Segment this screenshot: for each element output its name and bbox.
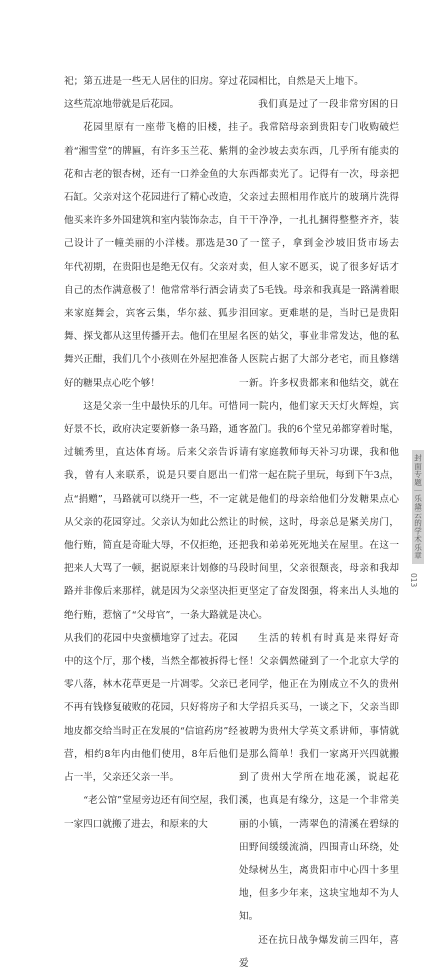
left-text-column: [64, 70, 238, 836]
paragraph: 这是父亲一生中最快乐的几年。可惜好景不长，政府决定要新修一条马路，通过毓秀里，直达体育场。后来父亲告诉我，曾有人来联系，说是只要自愿出一点“捐赠”，马路就可以绕开一些，不一定从父亲的花园穿过。父亲认为如此公然让他行贿，简直是奇耻大辱，不仅拒绝，还把来人大骂了一顿，据说原来计划修的马路并非像后来那样，就是因为父亲坚决拒绝行贿，惹恼了“父母官”，一条大路就是从我们的花园中央蛮横地穿了过去。花园中的这个厅，那个楼，当然全都被拆得七零八落，林木花草更是一片凋零。父亲已不再有钱修复破败的花园，只好将房子和地皮都交给当时正在发展的“信谊药房”经营，相约8年内由他们使用，8年后他们占一半，父亲还父亲一半。: [64, 400, 238, 784]
right-text-column: [239, 70, 399, 975]
page-number: 013: [409, 573, 418, 588]
paragraph: 我们真是过了一段非常穷困的日子。我常陪母亲到贵阳专门收购破烂的金沙坡去卖东西，几乎所有能卖的东西都卖光了。记得有一次，母亲把父亲过去照相用作底片的玻璃片洗得干干净净，一扎扎捆得整整齐齐，装了一筐子，拿到金沙坡旧货市场去卖，但人家不愿买，说了很多好话才卖了5毛钱。母亲和我真是一路满着眼泪回家。更难堪的是，当时已是贵阳名医的姑父，事业非常发达，他的私人医院占据了大部分老宅，而且修缮一新。许多权贵都来和他结交，就在同一院内，他们家天天灯火辉煌，宾客盈门。我的6个堂兄弟都穿着时髦，请有家庭教师每天补习功课，我和他们常一起在院子里玩，每到下午3点，就是他们的母亲给他们分发糖果点心的时候，这时，母亲总是紧关房门，把我和弟弟死死地关在屋里。在这一段时间里，父亲很颓丧，母亲和我却更坚定了奋发图强，将来出人头地的决心。: [239, 99, 399, 621]
paragraph: 祀；第五进是一些无人居住的旧房。穿过这些荒凉地带就是后花园。: [64, 76, 238, 111]
section-sidebar-label: 封面专题｜乐黛云的学术乐章: [412, 450, 424, 564]
paragraph: “老公馆”堂屋旁边还有间空屋，我们一家四口就搬了进去，和原来的大: [64, 795, 238, 830]
paragraph: 还在抗日战争爆发前三四年，喜爱: [239, 934, 399, 969]
paragraph: 花园相比，自然是天上地下。: [239, 76, 364, 87]
paragraph: 花园里原有一座带飞檐的旧楼，挂着“湘雪堂”的牌匾，有许多玉兰花、紫荆花和古老的银杏树，还有一口养金鱼的大石缸。父亲对这个花园进行了精心改造，他买来许多外国建筑和室内装饰杂志，自己设计了一幢美丽的小洋楼。那选是30年代初期，在贵阳也是绝无仅有。父亲对自己的杰作满意极了！他常常举行酒会请来家庭舞会，宾客云集，华尔兹、狐步舞、探戈都从这里传播开去。他们在里屋舞兴正酣，我们几个小孩则在外屋把准备好的糖果点心吃个够！: [64, 122, 238, 389]
paragraph: 生活的转机有时真是来得好奇怪！父亲偶然碰到了一个北京大学的老同学，他正在为刚成立不久的贵州大学招兵买马，一谈之下，父亲当即被聘为贵州大学英文系讲师，事情就是那么简单！我们一家离开兴四就搬到了贵州大学所在地花溪，说起花溪，也真是有缘分，这是一个非常美丽的小镇，一湾翠色的清溪在碧绿的田野间缓缓流淌，四围青山环绕，处处绿树丛生，离贵阳市中心四十多里地，但多少年来，这块宝地却不为人知。: [239, 632, 399, 923]
